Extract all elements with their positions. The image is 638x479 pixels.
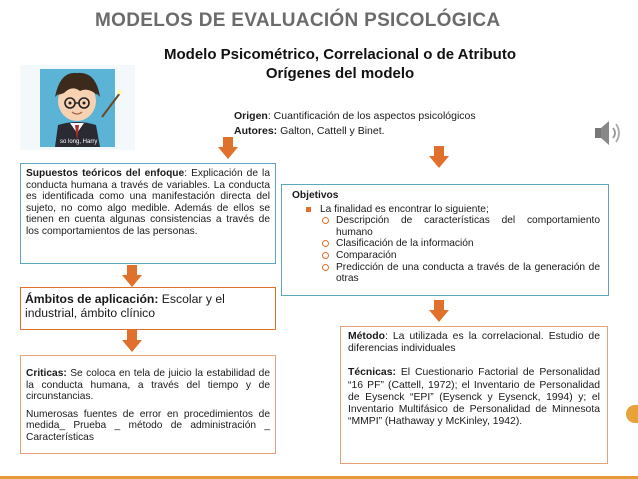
authors-text: Galton, Cattell y Binet. bbox=[277, 125, 385, 137]
objetivos-intro-item bbox=[320, 204, 600, 285]
bullet-circle-icon bbox=[322, 217, 329, 224]
metodo-label: Método bbox=[348, 331, 385, 342]
image-caption: so long, Harry bbox=[60, 139, 98, 145]
side-decoration bbox=[626, 405, 638, 423]
list-item bbox=[336, 215, 600, 238]
list-item bbox=[336, 250, 600, 262]
origin-line bbox=[234, 109, 476, 124]
authors-line bbox=[234, 124, 476, 139]
objetivo-text: Predicción de una conducta a través de la generación de otras bbox=[336, 261, 600, 285]
criticas-box bbox=[20, 355, 276, 454]
tecnicas-label: Técnicas: bbox=[348, 367, 396, 379]
authors-label: Autores: bbox=[234, 125, 278, 137]
objetivo-text: Descripción de características del comportamiento humano bbox=[336, 215, 600, 238]
bullet-circle-icon bbox=[322, 264, 329, 271]
bullet-circle-icon bbox=[322, 252, 329, 259]
tecnicas-paragraph bbox=[348, 367, 600, 428]
harry-illustration-icon bbox=[20, 65, 135, 150]
speaker-icon[interactable] bbox=[590, 116, 624, 150]
tecnicas-text: El Cuestionario Factorial de Personalidad “16 PF” (Cattell, 1972); el Inventario de Personalidad de Eysenck “EPI” (Eysenck y Eysenck, 1994) y; el Inventario Multifásico de Personalidad de Minnesota “MMPI” (Hathaway y McKinley, 1942). bbox=[348, 367, 600, 428]
subtitle-line-2: Orígenes del modelo bbox=[265, 65, 415, 82]
objetivos-list bbox=[312, 204, 600, 285]
criticas-paragraph-2: Numerosas fuentes de error en procedimientos de medida_ Prueba _ método de administración _ Características bbox=[26, 408, 270, 443]
arrow-down-icon bbox=[122, 265, 142, 287]
arrow-down-icon bbox=[429, 300, 449, 322]
page-title: MODELOS DE EVALUACIÓN PSICOLÓGICA bbox=[95, 10, 501, 31]
ambitos-text: Escolar y el industrial, ámbito clínico bbox=[25, 292, 225, 320]
supuestos-text: : Explicación de la conducta humana a través de variables. La conducta es identificada como una manifestación directa del sujeto, no como algo medible. Además de ellos se tienen en cuenta algunas consistencias a través de los comportamientos de las personas. bbox=[26, 168, 270, 237]
objetivos-sublist bbox=[320, 215, 600, 285]
arrow-down-icon bbox=[429, 146, 449, 168]
supuestos-box bbox=[20, 163, 276, 264]
criticas-text: Se coloca en tela de juicio la estabilidad de la conducta humana, a través del tiempo y de circunstancias. bbox=[26, 368, 270, 403]
metodo-text: : La utilizada es la correlacional. Estudio de diferencias individuales bbox=[348, 331, 600, 355]
supuestos-label: Supuestos teóricos del enfoque bbox=[26, 168, 185, 179]
origin-label: Origen bbox=[234, 110, 268, 122]
objetivos-box bbox=[281, 184, 609, 296]
metodo-paragraph bbox=[348, 331, 600, 355]
ambitos-box bbox=[20, 287, 276, 330]
supuestos-paragraph bbox=[26, 168, 270, 238]
harry-potter-image bbox=[20, 65, 135, 150]
objetivo-text: Comparación bbox=[336, 249, 397, 261]
bullet-circle-icon bbox=[322, 240, 329, 247]
origin-block bbox=[234, 109, 476, 139]
objetivos-intro: La finalidad es encontrar lo siguiente; bbox=[320, 203, 489, 215]
ambitos-paragraph bbox=[25, 292, 271, 320]
list-item bbox=[336, 262, 600, 285]
subtitle-line-1: Modelo Psicométrico, Correlacional o de Atributo bbox=[164, 46, 516, 63]
arrow-down-icon bbox=[122, 330, 142, 352]
bullet-square-icon bbox=[306, 207, 311, 212]
objetivos-title: Objetivos bbox=[292, 190, 339, 201]
arrow-down-icon bbox=[218, 137, 238, 159]
criticas-paragraph-1 bbox=[26, 368, 270, 403]
criticas-label: Criticas: bbox=[26, 368, 67, 379]
origin-text: : Cuantificación de los aspectos psicológicos bbox=[267, 110, 476, 122]
objetivo-text: Clasificación de la información bbox=[336, 238, 474, 250]
list-item bbox=[336, 238, 600, 250]
subtitle bbox=[130, 45, 550, 83]
metodo-box bbox=[340, 326, 608, 464]
ambitos-label: Ámbitos de aplicación: bbox=[25, 292, 159, 306]
